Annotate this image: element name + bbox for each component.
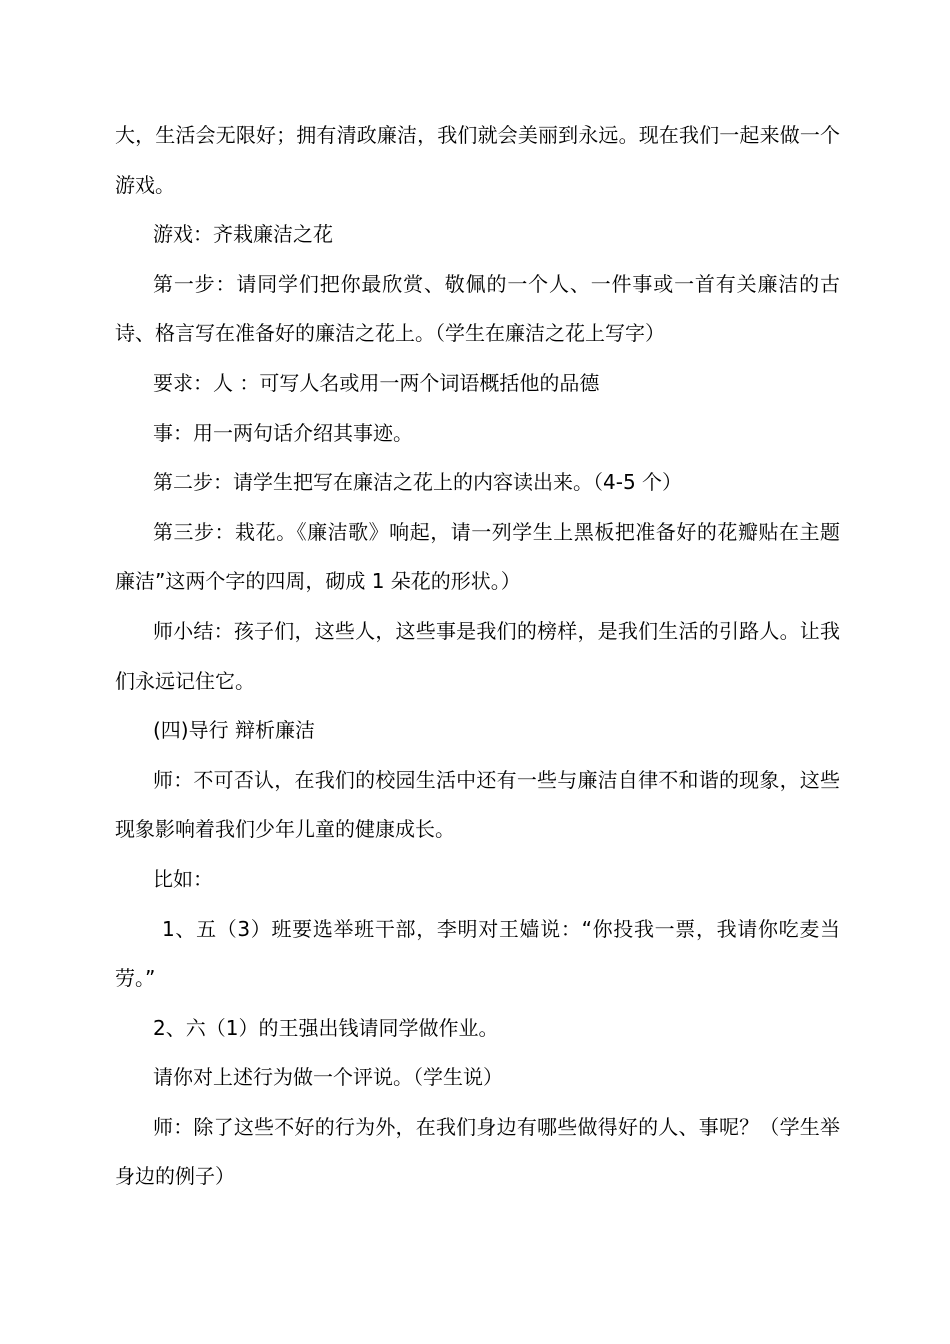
paragraph-4: 要求：人 ：可写人名或用一两个词语概括他的品德: [153, 370, 600, 395]
paragraph-11: 比如：: [153, 866, 213, 891]
paragraph-9: (四)导行 辩析廉洁: [153, 718, 315, 743]
paragraph-7: 第三步：栽花。《廉洁歌》响起，请一列学生上黑板把准备好的花瓣贴在主题廉洁”这两个字的四周，砌成 1 朵花的形状。）: [115, 519, 840, 594]
paragraph-8: 师小结：孩子们，这些人，这些事是我们的榜样，是我们生活的引路人。让我们永远记住它。: [115, 618, 840, 693]
paragraph-14: 请你对上述行为做一个评说。（学生说）: [153, 1065, 503, 1090]
paragraph-3: 第一步：请同学们把你最欣赏、敬佩的一个人、一件事或一首有关廉洁的古诗、格言写在准备好的廉洁之花上。（学生在廉洁之花上写字）: [115, 271, 840, 346]
paragraph-13: 2、六（1）的王强出钱请同学做作业。: [153, 1015, 499, 1040]
paragraph-12: 1、五（3）班要选举班干部，李明对王嫱说：“你投我一票，我请你吃麦当劳。”: [115, 916, 840, 991]
paragraph-1: 大，生活会无限好；拥有清政廉洁，我们就会美丽到永远。现在我们一起来做一个游戏。: [115, 123, 840, 197]
paragraph-2: 游戏：齐栽廉洁之花: [153, 222, 333, 247]
paragraph-15: 师：除了这些不好的行为外，在我们身边有哪些做得好的人、事呢？（学生举身边的例子）: [115, 1114, 840, 1189]
paragraph-6: 第二步：请学生把写在廉洁之花上的内容读出来。（4-5 个）: [153, 470, 683, 495]
paragraph-5: 事：用一两句话介绍其事迹。: [153, 420, 413, 445]
paragraph-10: 师：不可否认，在我们的校园生活中还有一些与廉洁自律不和谐的现象，这些现象影响着我们少年儿童的健康成长。: [115, 767, 840, 842]
document-body: [115, 111, 840, 1202]
